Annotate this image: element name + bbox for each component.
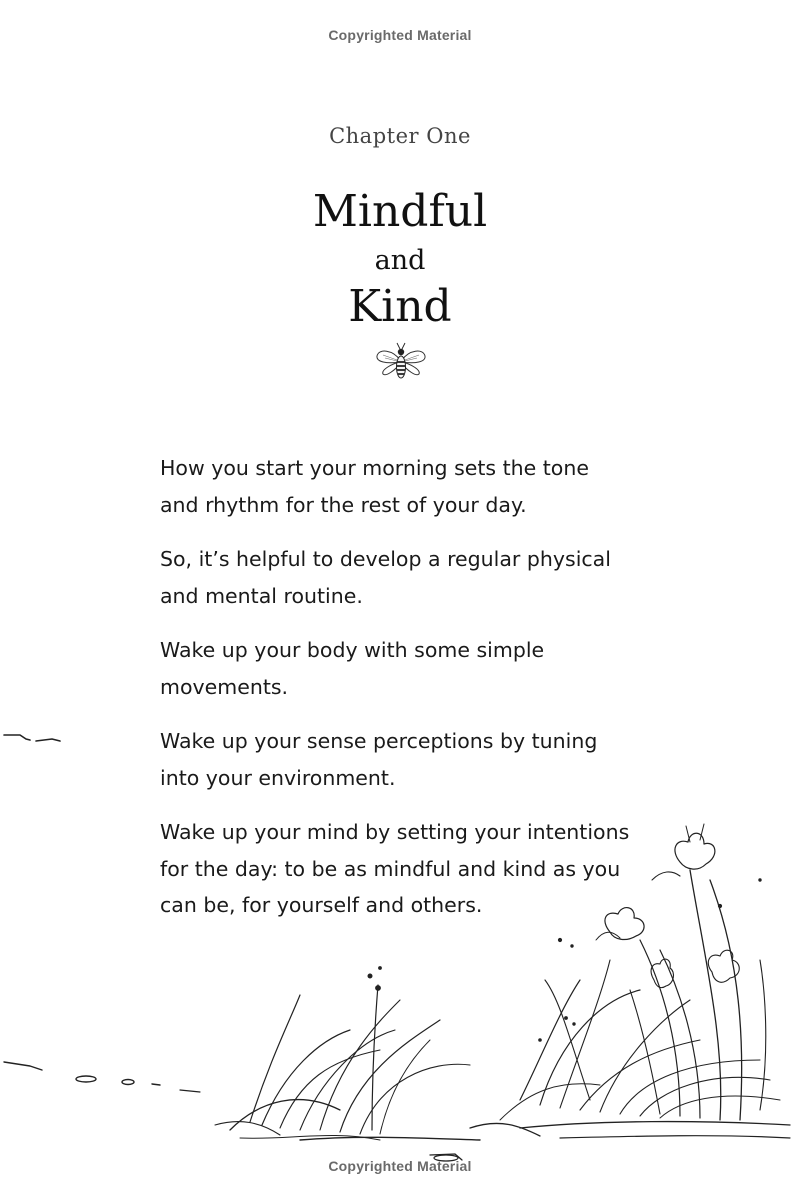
paragraph-1-line-1: How you start your morning sets the tone <box>160 456 589 480</box>
paragraph-2-line-1: So, it’s helpful to develop a regular physical <box>160 547 611 571</box>
paragraph-3-line-1: Wake up your body with some simple <box>160 638 545 662</box>
paragraph-2-line-2: and mental routine. <box>160 583 363 608</box>
paragraph-5-line-2: for the day: to be as mindful and kind as you <box>160 856 621 881</box>
grass-and-flowers-illustration-icon <box>0 700 800 1170</box>
paragraph-3-line-2: movements. <box>160 674 289 699</box>
paragraph-5-line-1: Wake up your mind by setting your intentions <box>160 820 630 844</box>
paragraph-2 <box>160 541 680 614</box>
paragraph-3 <box>160 632 680 705</box>
paragraph-4-line-1: Wake up your sense perceptions by tuning <box>160 729 598 753</box>
paragraph-1 <box>160 450 680 523</box>
chapter-label: Chapter One <box>329 124 471 148</box>
watermark-top: Copyrighted Material <box>328 27 472 43</box>
chapter-title-line-2: and <box>374 245 426 276</box>
watermark-bottom: Copyrighted Material <box>328 1158 472 1174</box>
paragraph-4-line-2: into your environment. <box>160 765 396 790</box>
bee-icon <box>373 340 429 384</box>
chapter-title-line-3: Kind <box>348 281 452 332</box>
paragraph-5-line-3: can be, for yourself and others. <box>160 893 483 917</box>
paragraph-1-line-2: and rhythm for the rest of your day. <box>160 492 527 517</box>
chapter-title-line-1: Mindful <box>312 186 488 237</box>
